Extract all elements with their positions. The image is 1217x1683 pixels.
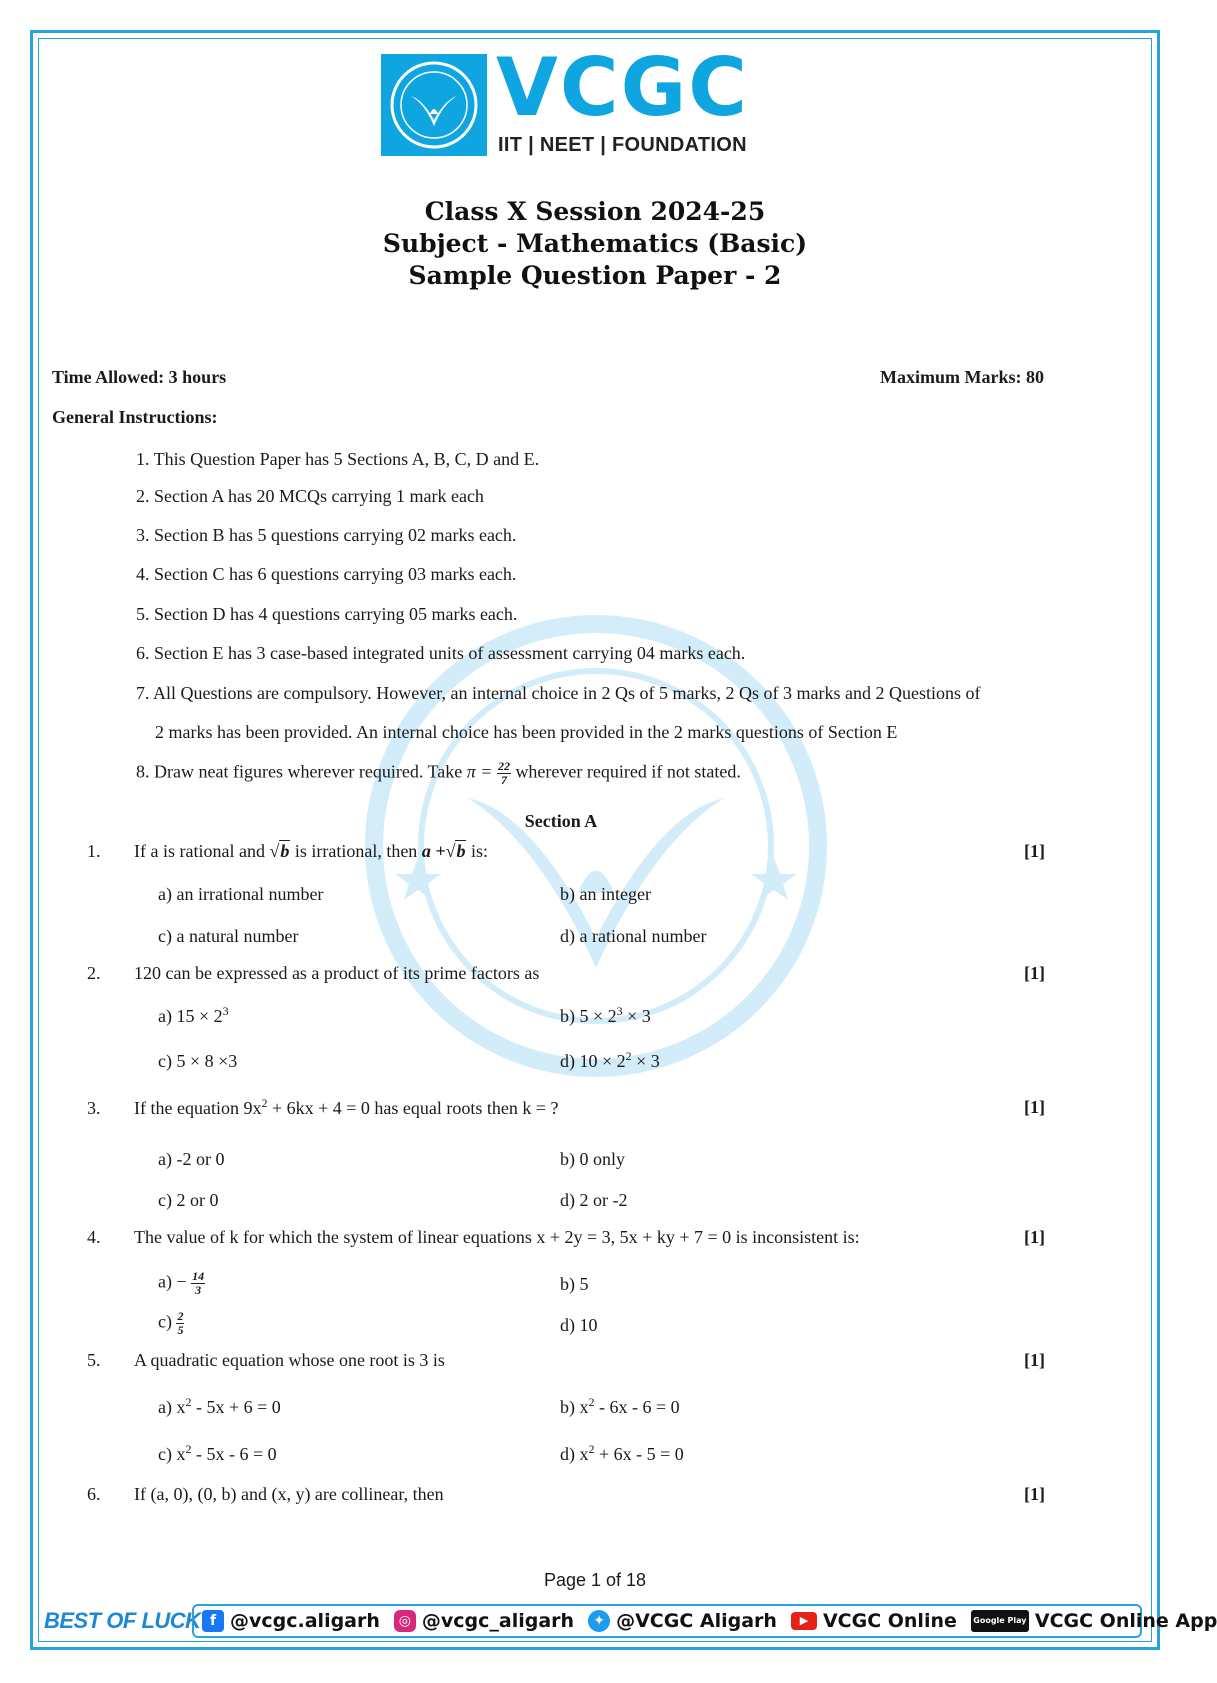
q4-a-num: 14: [192, 1269, 205, 1283]
q6-mark: [1]: [1024, 1484, 1045, 1504]
q4-c-den: 5: [177, 1323, 184, 1337]
q5-mark: [1]: [1024, 1350, 1045, 1370]
q5-option-d: [560, 1443, 684, 1465]
q4-c-num: 2: [177, 1309, 184, 1323]
time-allowed: Time Allowed: 3 hours: [52, 367, 227, 387]
q5-c-post: - 5x - 6 = 0: [195, 1444, 277, 1464]
q3-option-b: b) 0 only: [560, 1149, 625, 1169]
instruction-8: [136, 760, 741, 787]
q2-d-label: d): [560, 1051, 575, 1071]
social-links: [192, 1604, 1217, 1638]
pi-denominator: 7: [500, 773, 507, 787]
q1-var-a: a +: [421, 841, 446, 861]
q4-number: 4.: [87, 1227, 101, 1247]
q5-d-sup: 2: [588, 1442, 595, 1456]
instruction-7-continued: 2 marks has been provided. An internal choice has been provided in the 2 marks questions of Section E: [155, 722, 898, 742]
q4-option-a: [158, 1270, 205, 1297]
instruction-3: 3. Section B has 5 questions carrying 02 marks each.: [136, 525, 517, 545]
q1-sqrt-b: √b: [269, 841, 290, 861]
q2-d-sup: 2: [625, 1049, 632, 1063]
q1-text-a: If a is rational and: [134, 841, 265, 861]
q2-a-expr: 15 × 2: [176, 1006, 223, 1026]
q4-a-fraction: [191, 1270, 205, 1297]
q4-a-label: a) −: [158, 1271, 187, 1292]
q5-c-pre: x: [176, 1444, 186, 1464]
q5-b-pre: x: [579, 1397, 589, 1417]
q3-sup: 2: [261, 1096, 268, 1110]
q5-option-a: [158, 1396, 281, 1418]
facebook-icon: f: [202, 1610, 224, 1632]
q5-a-pre: x: [176, 1397, 186, 1417]
q4-option-d: d) 10: [560, 1315, 598, 1335]
q2-text: 120 can be expressed as a product of its prime factors as: [134, 963, 540, 983]
q1-var-b-2: b: [456, 841, 466, 861]
q4-a-den: 3: [195, 1283, 202, 1297]
facebook-link[interactable]: [202, 1610, 380, 1632]
q6-text: If (a, 0), (0, b) and (x, y) are collinear, then: [134, 1484, 444, 1504]
q2-mark: [1]: [1024, 963, 1045, 983]
q1-option-a: a) an irrational number: [158, 884, 324, 904]
q1-text: [134, 840, 488, 862]
logo-subtitle: IIT | NEET | FOUNDATION: [498, 134, 747, 156]
title-paper: Sample Question Paper - 2: [408, 261, 782, 290]
page-number: Page 1 of 18: [543, 1570, 647, 1590]
q1-option-d: d) a rational number: [560, 926, 707, 946]
google-play-icon: [971, 1610, 1029, 1632]
q1-number: 1.: [87, 841, 101, 861]
app-name: VCGC Online App: [1034, 1610, 1217, 1632]
q2-b-sup: 3: [616, 1004, 623, 1018]
q3-text: [134, 1097, 559, 1119]
instruction-2: 2. Section A has 20 MCQs carrying 1 mark each: [136, 486, 484, 506]
instagram-handle: @vcgc_aligarh: [421, 1610, 575, 1632]
q4-text: The value of k for which the system of linear equations x + 2y = 3, 5x + ky + 7 = 0 is inconsistent is:: [134, 1227, 860, 1247]
q1-sqrt-b-2: √b: [445, 841, 466, 861]
q4-c-label: c): [158, 1311, 172, 1332]
paper-title-block: [0, 196, 1190, 292]
q3-text-b: + 6kx + 4 = 0 has equal roots then k = ?: [271, 1098, 559, 1118]
q5-a-sup: 2: [185, 1395, 192, 1409]
q2-d-expr-tail: × 3: [636, 1051, 660, 1071]
q5-option-b: [560, 1396, 680, 1418]
q1-option-c: c) a natural number: [158, 926, 299, 946]
app-link[interactable]: [971, 1610, 1217, 1632]
seal-icon: [381, 54, 487, 156]
q2-a-sup: 3: [222, 1004, 229, 1018]
q5-c-label: c): [158, 1444, 172, 1464]
q2-b-label: b): [560, 1006, 575, 1026]
q3-text-a: If the equation 9x: [134, 1098, 262, 1118]
instruction-5: 5. Section D has 4 questions carrying 05 marks each.: [136, 604, 518, 624]
q4-c-fraction: [176, 1310, 184, 1337]
q5-d-label: d): [560, 1444, 575, 1464]
instagram-link[interactable]: [394, 1610, 574, 1632]
q2-a-label: a): [158, 1006, 172, 1026]
q5-b-label: b): [560, 1397, 575, 1417]
q5-a-post: - 5x + 6 = 0: [195, 1397, 281, 1417]
q3-option-d: d) 2 or -2: [560, 1190, 628, 1210]
pi-symbol: π =: [466, 761, 493, 782]
twitter-handle: @VCGC Aligarh: [616, 1610, 777, 1632]
q3-mark: [1]: [1024, 1097, 1045, 1117]
q1-text-c: is:: [470, 841, 488, 861]
instagram-icon: ◎: [394, 1610, 416, 1632]
vcgc-logo: [381, 41, 749, 156]
q2-option-d: [560, 1050, 660, 1072]
q1-var-b: b: [280, 841, 290, 861]
q3-option-c: c) 2 or 0: [158, 1190, 219, 1210]
q1-text-b: is irrational, then: [294, 841, 418, 861]
instruction-7: 7. All Questions are compulsory. However, an internal choice in 2 Qs of 5 marks, 2 Qs of 3 marks and 2 Questions of: [136, 683, 981, 703]
footer-bar: [40, 1602, 1217, 1642]
title-subject: Subject - Mathematics (Basic): [382, 229, 808, 258]
q4-mark: [1]: [1024, 1227, 1045, 1247]
q2-option-b: [560, 1005, 651, 1027]
q1-option-b: b) an integer: [560, 884, 651, 904]
youtube-link[interactable]: [791, 1610, 957, 1632]
q2-d-expr: 10 × 2: [579, 1051, 626, 1071]
instruction-1: 1. This Question Paper has 5 Sections A, B, C, D and E.: [136, 449, 540, 469]
q3-number: 3.: [87, 1098, 101, 1118]
q5-option-c: [158, 1443, 277, 1465]
q5-a-label: a): [158, 1397, 172, 1417]
q5-number: 5.: [87, 1350, 101, 1370]
general-instructions-heading: General Instructions:: [52, 407, 218, 427]
youtube-icon: ▶: [791, 1612, 817, 1630]
q5-b-post: - 6x - 6 = 0: [599, 1397, 680, 1417]
q4-option-c: [158, 1310, 184, 1337]
instruction-4: 4. Section C has 6 questions carrying 03 marks each.: [136, 564, 517, 584]
q6-number: 6.: [87, 1484, 101, 1504]
q5-b-sup: 2: [588, 1395, 595, 1409]
q4-option-b: b) 5: [560, 1274, 589, 1294]
q2-b-expr: 5 × 2: [579, 1006, 617, 1026]
q5-d-pre: x: [579, 1444, 589, 1464]
q2-option-c: c) 5 × 8 ×3: [158, 1051, 238, 1071]
maximum-marks: Maximum Marks: 80: [880, 367, 1044, 387]
q3-option-a: a) -2 or 0: [158, 1149, 225, 1169]
instruction-6: 6. Section E has 3 case-based integrated units of assessment carrying 04 marks each.: [136, 643, 746, 663]
instruction-8-text: 8. Draw neat figures wherever required. Take: [136, 761, 463, 782]
q2-b-expr-tail: × 3: [627, 1006, 651, 1026]
facebook-handle: @vcgc.aligarh: [230, 1610, 380, 1632]
instruction-8-suffix: wherever required if not stated.: [515, 761, 741, 782]
logo-seal-box: [381, 54, 487, 156]
twitter-icon: ✦: [588, 1610, 610, 1632]
pi-numerator: 22: [497, 759, 510, 773]
q1-mark: [1]: [1024, 841, 1045, 861]
logo-wordmark: VCGC: [496, 41, 749, 134]
q2-number: 2.: [87, 963, 101, 983]
section-a-heading: Section A: [524, 811, 598, 831]
google-play-label: Google Play: [973, 1616, 1027, 1625]
pi-fraction: [497, 760, 511, 787]
q5-c-sup: 2: [185, 1442, 192, 1456]
q2-option-a: [158, 1005, 229, 1027]
youtube-channel: VCGC Online: [822, 1610, 957, 1632]
q5-d-post: + 6x - 5 = 0: [599, 1444, 684, 1464]
q5-text: A quadratic equation whose one root is 3 is: [134, 1350, 445, 1370]
title-class-session: Class X Session 2024-25: [424, 197, 766, 226]
twitter-link[interactable]: [588, 1610, 777, 1632]
best-of-luck: BEST OF LUCK: [44, 1608, 201, 1633]
